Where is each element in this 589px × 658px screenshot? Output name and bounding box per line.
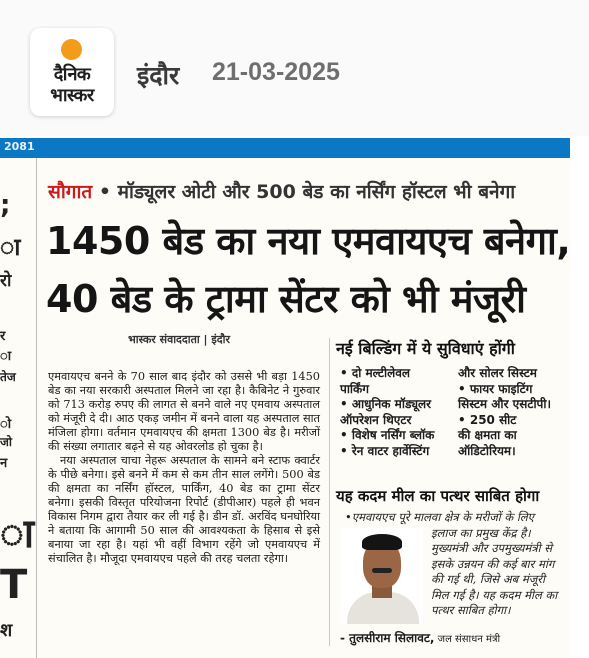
kicker-text: • मॉड्यूलर ओटी और 500 बेड का नर्सिंग हॉस्टल भी बनेगा: [92, 181, 516, 203]
byline: भास्कर संवाददाता | इंदौर: [128, 333, 230, 346]
minister-name: - तुलसीराम सिलावट,: [340, 631, 435, 645]
dainik-bhaskar-logo[interactable]: [30, 28, 114, 116]
fragment-text: ा: [0, 511, 35, 557]
milestone-heading: यह कदम मील का पत्थर साबित होगा: [336, 487, 540, 505]
strip-text: 2081: [4, 140, 35, 153]
quote-line: इलाज का प्रमुख केंद्र है।: [431, 525, 531, 540]
kicker-label: सौगात: [48, 181, 93, 203]
fragment-text: जो: [0, 435, 13, 449]
fragment-text: तेज: [0, 370, 16, 384]
quote-line: की गई थी, जिसे अब मंजूरी: [431, 572, 545, 586]
logo-text-line2: भास्कर: [50, 85, 94, 106]
column-divider: [329, 338, 330, 646]
adjacent-article-fragment: [0, 158, 37, 658]
facility-item: • रेन वाटर हार्वेस्टिंग: [340, 443, 430, 458]
headline-line1: 1450 बेड का नया एमवायएच बनेगा,: [46, 219, 571, 263]
facility-item: • विशेष नर्सिंग ब्लॉक: [340, 428, 435, 442]
fragment-text: न: [0, 456, 8, 471]
fragment-text: ा: [0, 349, 12, 364]
facility-item: • फायर फाइटिंग: [458, 381, 533, 396]
quote-line: मिल गई है। यह कदम मील का: [431, 587, 558, 602]
facilities-column: [458, 366, 568, 459]
facility-item: • 250 सीट: [458, 412, 517, 427]
fragment-text: T: [0, 562, 28, 608]
facility-item: • दो मल्टीलेवल: [340, 366, 411, 380]
quote-attribution: [340, 629, 500, 646]
facility-item: ऑपरेशन थिएटर: [340, 412, 412, 427]
fragment-text: रो: [0, 271, 12, 291]
quote-line: •एमवायएच पूरे मालवा क्षेत्र के मरीजों के लिए: [345, 510, 535, 524]
app-header: [0, 0, 589, 136]
fragment-text: र: [0, 329, 6, 344]
sun-icon: [61, 39, 82, 60]
minister-role: जल संसाधन मंत्री: [434, 634, 501, 645]
quote-line: मुख्यमंत्री और उपमुख्यमंत्री से: [431, 541, 552, 555]
edition-city: इंदौर: [137, 61, 180, 90]
fragment-text: ा: [0, 233, 21, 261]
facility-item: • आधुनिक मॉड्यूलर: [340, 397, 432, 411]
body-paragraph: नया अस्पताल चाचा नेहरू अस्पताल के सामने बने स्टाफ क्वार्टर के पीछे बनेगा। इसे बनने में कम से कम तीन साल लगेंगे। 500 बेड की क्षमता का नर्सिंग हॉस्टल, पार्किंग, 40 बेड का ट्रामा सेंटर बनेगा। इसकी विस्तृत परियोजना रिपोर्ट (डीपीआर) पहले ही भवन विकास निगम द्वारा तैयार कर ली गई है। डीन डॉ. अरविंद घनघोरिया ने बताया कि आगामी 50 साल की आवश्यकता के हिसाब से इसे बनाया जा रहा है। यहां भी वहीं विभाग रहेंगे जो एमवायएच में संचालित है। मौजूदा एमवायएच पहले की तरह चलता रहेगा।: [48, 454, 320, 565]
facility-item: पार्किंग: [340, 381, 370, 396]
fragment-text: श: [0, 620, 13, 641]
fragment-text: ;: [0, 190, 11, 220]
quote-line: पत्थर साबित होगा।: [431, 603, 511, 617]
quote-line: इसके उन्नयन की कई बार मांग: [431, 556, 555, 571]
page-strip: [0, 138, 570, 158]
facilities-heading: नई बिल्डिंग में ये सुविधाएं होंगी: [336, 339, 515, 358]
facilities-column: [340, 366, 458, 459]
minister-quote: [345, 510, 567, 619]
facilities-list: [340, 366, 565, 476]
body-paragraph: एमवायएच बनने के 70 साल बाद इंदौर को उससे भी बड़ा 1450 बेड का नया सरकारी अस्पताल मिलने जा रहा है। कैबिनेट ने गुरुवार को 713 करोड़ रुपए की लागत से बनने वाले नए एमवाय अस्पताल को मंजूरी दे दी। आठ एकड़ जमीन में बनने वाला यह अस्पताल सात मंजिला होगा। वर्तमान एमवायएच की क्षमता 1300 बेड है। मरीजों की संख्या लगातार बढ़ने से यह ओवरलोड हो चुका है।: [48, 370, 320, 453]
headline-line2: 40 बेड के ट्रामा सेंटर को भी मंजूरी: [46, 277, 526, 321]
article-body: [48, 370, 320, 566]
fragment-text: ो: [0, 417, 12, 432]
kicker: [48, 178, 515, 204]
facility-item: की क्षमता का: [458, 428, 517, 442]
logo-text-line1: दैनिक: [53, 64, 91, 85]
facility-item: सिस्टम और एसटीपी।: [458, 397, 552, 411]
facility-item: और सोलर सिस्टम: [458, 366, 537, 380]
edition-date: 21-03-2025: [212, 58, 340, 86]
facility-item: ऑडिटोरियम।: [458, 443, 516, 458]
